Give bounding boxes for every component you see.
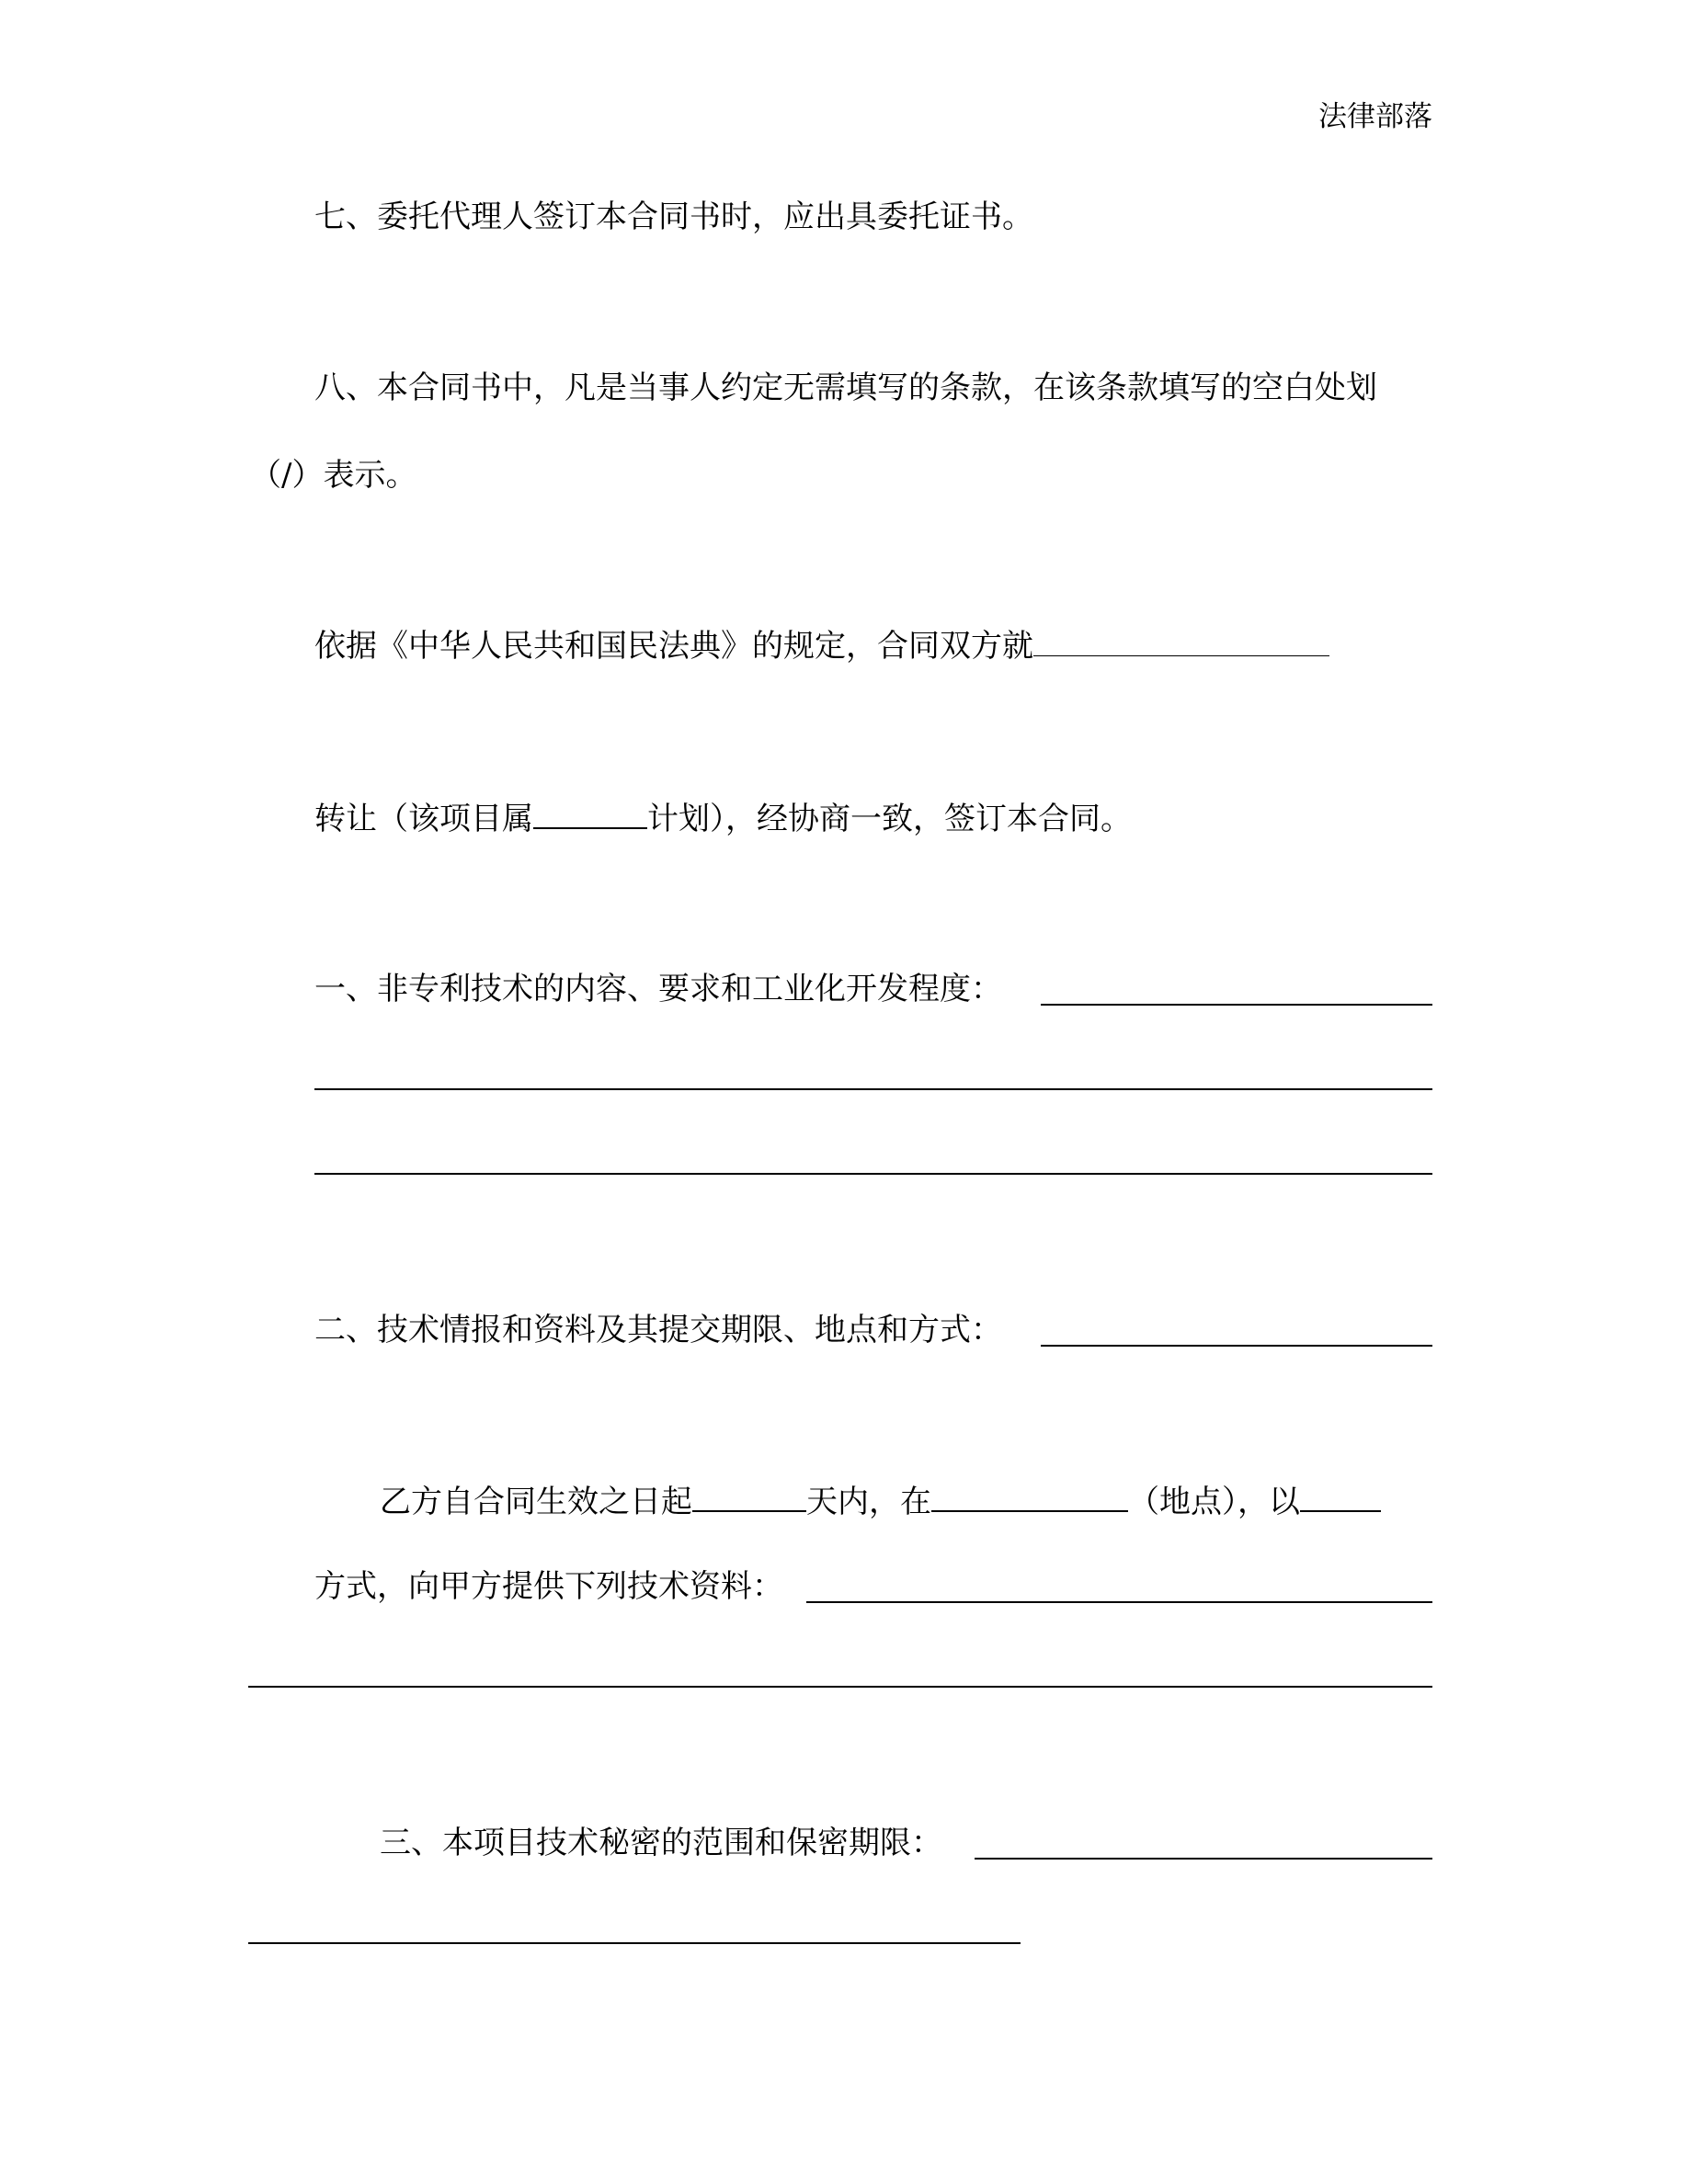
preamble-text: 依据《中华人民共和国民法典》的规定，合同双方就	[314, 628, 1033, 665]
section3-blank-1[interactable]	[975, 1858, 1432, 1860]
days-blank[interactable]	[692, 1483, 806, 1512]
project-name-blank[interactable]	[1033, 628, 1329, 656]
section3-title-line	[380, 1825, 942, 1861]
section2-text-b: 天内，在	[806, 1484, 931, 1520]
section2-title: 二、技术情报和资料及其提交期限、地点和方式：	[314, 1312, 1002, 1348]
section1-blank-3[interactable]	[314, 1173, 1432, 1175]
section1-blank-2[interactable]	[314, 1088, 1432, 1090]
section1-title-line	[314, 971, 1002, 1007]
preamble-text-a: 转让（该项目属	[314, 801, 533, 837]
clause-seven: 七、委托代理人签订本合同书时，应出具委托证书。	[314, 199, 1033, 235]
brand-header: 法律部落	[1318, 100, 1432, 133]
preamble-line2	[314, 800, 1132, 837]
clause-eight-line1: 八、本合同书中，凡是当事人约定无需填写的条款，在该条款填写的空白处划	[314, 370, 1377, 406]
section3-blank-2[interactable]	[248, 1942, 1021, 1944]
plan-type-blank[interactable]	[533, 800, 647, 829]
preamble-text-b: 计划），经协商一致，签订本合同。	[647, 801, 1132, 837]
section2-paragraph-line1	[380, 1483, 1381, 1520]
preamble-line1	[314, 628, 1329, 665]
section2-blank-1[interactable]	[1041, 1345, 1432, 1347]
section1-blank-1[interactable]	[1041, 1004, 1432, 1006]
section2-text-line2: 方式，向甲方提供下列技术资料：	[314, 1568, 783, 1605]
section1-title: 一、非专利技术的内容、要求和工业化开发程度：	[314, 971, 1002, 1007]
method-blank[interactable]	[1300, 1483, 1381, 1512]
location-blank[interactable]	[931, 1483, 1128, 1512]
tech-materials-blank-1[interactable]	[806, 1601, 1432, 1603]
clause-eight-line2: （/）表示。	[250, 457, 417, 494]
section2-text-c: （地点），以	[1128, 1484, 1300, 1520]
section2-text-a: 乙方自合同生效之日起	[380, 1484, 692, 1520]
tech-materials-blank-2[interactable]	[248, 1686, 1432, 1688]
section2-paragraph-line2	[314, 1568, 783, 1605]
section2-title-line	[314, 1312, 1002, 1348]
section3-title: 三、本项目技术秘密的范围和保密期限：	[380, 1825, 942, 1861]
